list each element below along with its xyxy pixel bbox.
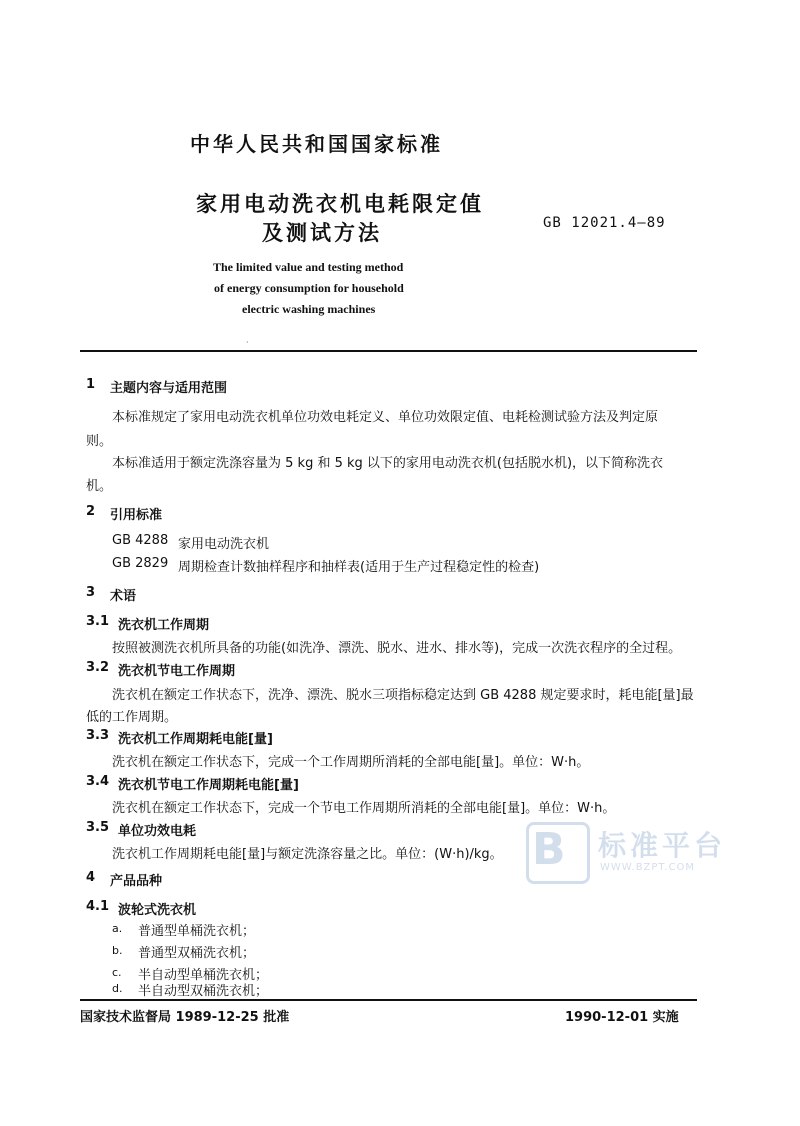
term-3-4-number: 3.4 xyxy=(86,774,110,789)
section-1-para-1b: 则。 xyxy=(86,434,113,449)
reference-1-code: GB 4288 xyxy=(112,533,169,548)
term-3-4-text: 洗衣机在额定工作状态下，完成一个节电工作周期所消耗的全部电能[量]。单位：W·h。 xyxy=(112,801,616,816)
list-item-c-text: 半自动型单桶洗衣机； xyxy=(138,968,269,983)
term-3-1-number: 3.1 xyxy=(86,614,110,629)
list-item-d-text: 半自动型双桶洗衣机； xyxy=(138,984,269,999)
section-3-number: 3 xyxy=(86,585,96,600)
stray-dot: · xyxy=(246,338,249,347)
implementation-date: 1990-12-01 实施 xyxy=(565,1010,679,1025)
standard-number: GB 12021.4—89 xyxy=(543,215,666,231)
reference-2-code: GB 2829 xyxy=(112,556,169,571)
english-title-line-3: electric washing machines xyxy=(242,302,376,316)
section-1-para-2b: 机。 xyxy=(86,479,113,494)
document-title-line-1: 家用电动洗衣机电耗限定值 xyxy=(196,192,484,216)
term-3-1-title: 洗衣机工作周期 xyxy=(118,618,210,633)
list-item-a-text: 普通型单桶洗衣机； xyxy=(138,924,256,939)
subsection-4-1-title: 波轮式洗衣机 xyxy=(118,903,197,918)
section-1-title: 主题内容与适用范围 xyxy=(110,381,228,396)
term-3-2-number: 3.2 xyxy=(86,660,110,675)
watermark-url: WWW.BZPT.COM xyxy=(600,862,696,873)
subsection-4-1-number: 4.1 xyxy=(86,899,110,914)
term-3-3-text: 洗衣机在额定工作状态下，完成一个工作周期所消耗的全部电能[量]。单位：W·h。 xyxy=(112,755,590,770)
term-3-1-text: 按照被测洗衣机所具备的功能(如洗净、漂洗、脱水、进水、排水等)，完成一次洗衣程序的全过程。 xyxy=(112,641,682,656)
approval-date: 国家技术监督局 1989-12-25 批准 xyxy=(80,1010,290,1025)
list-item-b-text: 普通型双桶洗衣机； xyxy=(138,946,256,961)
english-title-line-2: of energy consumption for household xyxy=(214,281,404,295)
section-1-para-2a: 本标准适用于额定洗涤容量为 5 kg 和 5 kg 以下的家用电动洗衣机(包括脱水机)，以下简称洗衣 xyxy=(112,456,664,471)
document-title-line-2: 及测试方法 xyxy=(262,221,382,245)
watermark-logo xyxy=(526,822,726,882)
term-3-2-text-a: 洗衣机在额定工作状态下，洗净、漂洗、脱水三项指标稳定达到 GB 4288 规定要求时，耗电能[量]最 xyxy=(112,688,694,703)
bottom-rule xyxy=(80,999,697,1001)
country-standard-heading: 中华人民共和国国家标准 xyxy=(190,132,443,156)
section-2-title: 引用标准 xyxy=(110,508,163,523)
watermark-text: 标准平台 xyxy=(598,829,727,862)
section-4-number: 4 xyxy=(86,870,96,885)
watermark-letter: B xyxy=(532,824,566,875)
section-1-para-1a: 本标准规定了家用电动洗衣机单位功效电耗定义、单位功效限定值、电耗检测试验方法及判定原 xyxy=(112,410,659,425)
section-1-number: 1 xyxy=(86,377,96,392)
term-3-5-text: 洗衣机工作周期耗电能[量]与额定洗涤容量之比。单位：(W·h)/kg。 xyxy=(112,847,503,862)
section-3-title: 术语 xyxy=(110,589,137,604)
term-3-5-number: 3.5 xyxy=(86,820,110,835)
english-title-line-1: The limited value and testing method xyxy=(213,260,404,274)
term-3-3-number: 3.3 xyxy=(86,728,110,743)
list-item-a-mark: a. xyxy=(112,922,123,935)
term-3-5-title: 单位功效电耗 xyxy=(118,824,197,839)
term-3-3-title: 洗衣机工作周期耗电能[量] xyxy=(118,732,273,747)
reference-1-title: 家用电动洗衣机 xyxy=(178,537,270,552)
list-item-d-mark: d. xyxy=(112,982,123,995)
section-4-title: 产品品种 xyxy=(110,874,163,889)
term-3-4-title: 洗衣机节电工作周期耗电能[量] xyxy=(118,778,299,793)
list-item-b-mark: b. xyxy=(112,944,123,957)
term-3-2-text-b: 低的工作周期。 xyxy=(86,710,178,725)
reference-2-title: 周期检查计数抽样程序和抽样表(适用于生产过程稳定性的检查) xyxy=(178,560,540,575)
section-2-number: 2 xyxy=(86,504,96,519)
top-rule xyxy=(80,350,697,352)
term-3-2-title: 洗衣机节电工作周期 xyxy=(118,664,236,679)
list-item-c-mark: c. xyxy=(112,966,122,979)
